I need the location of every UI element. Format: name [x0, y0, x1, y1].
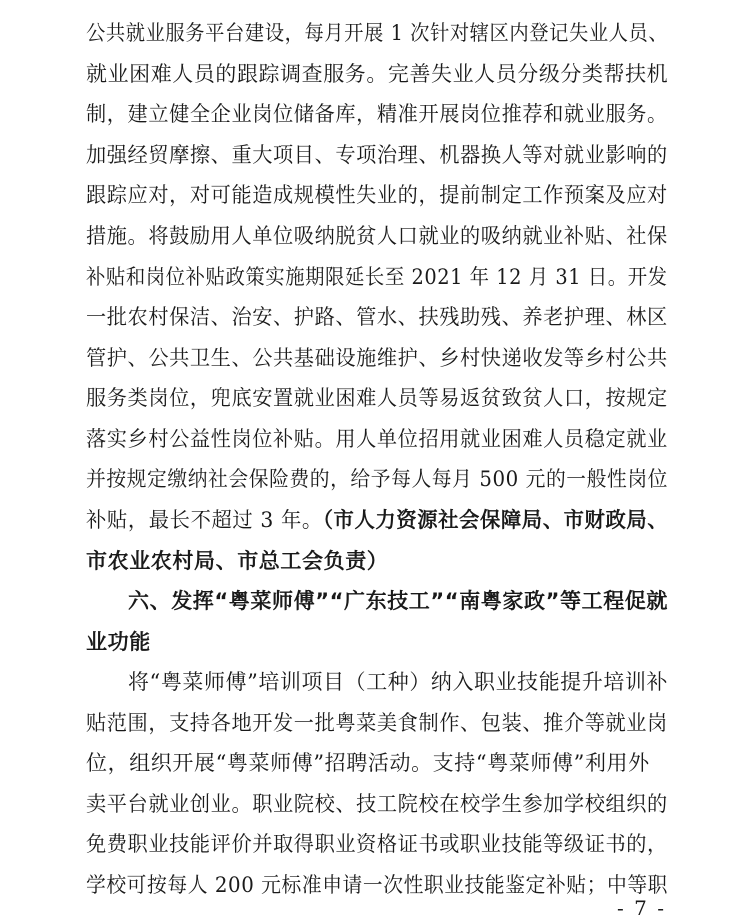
- body-text-line: 管护、公共卫生、公共基础设施维护、乡村快递收发等乡村公共: [86, 346, 668, 370]
- body-text-line: 并按规定缴纳社会保险费的，给予每人每月 500 元的一般性岗位: [86, 467, 668, 491]
- body-text-line: 卖平台就业创业。职业院校、技工院校在校学生参加学校组织的: [86, 792, 668, 816]
- body-text-line: 服务类岗位，兜底安置就业困难人员等易返贫致贫人口，按规定: [86, 386, 668, 410]
- body-text-line: 加强经贸摩擦、重大项目、专项治理、机器换人等对就业影响的: [86, 143, 668, 167]
- body-text-line: 一批农村保洁、治安、护路、管水、扶残助残、养老护理、林区: [86, 305, 668, 329]
- body-text-line: 将“粤菜师傅”培训项目（工种）纳入职业技能提升培训补: [128, 670, 669, 694]
- responsible-agencies-text: 市农业农村局、市总工会负责）: [86, 549, 389, 573]
- body-text-line: 公共就业服务平台建设，每月开展 1 次针对辖区内登记失业人员、: [86, 21, 669, 45]
- page-number: - 7 -: [617, 896, 666, 920]
- body-text-line: 位，组织开展“粤菜师傅”招聘活动。支持“粤菜师傅”利用外: [86, 751, 650, 775]
- body-text-segment: 补贴，最长不超过 3 年。: [86, 508, 323, 532]
- responsible-agencies-text: （市人力资源社会保障局、市财政局、: [322, 508, 669, 532]
- body-text-line: 落实乡村公益性岗位补贴。用人单位招用就业困难人员稳定就业: [86, 427, 668, 451]
- body-text-line: 就业困难人员的跟踪调查服务。完善失业人员分级分类帮扶机: [86, 62, 669, 86]
- body-text-line: 补贴和岗位补贴政策实施期限延长至 2021 年 12 月 31 日。开发: [86, 265, 668, 289]
- body-text-line: 贴范围，支持各地开发一批粤菜美食制作、包装、推介等就业岗: [86, 711, 668, 735]
- body-text-line: 制，建立健全企业岗位储备库，精准开展岗位推荐和就业服务。: [86, 102, 668, 126]
- body-text-line: 免费职业技能评价并取得职业资格证书或职业技能等级证书的，: [86, 832, 668, 856]
- body-text-line: 措施。将鼓励用人单位吸纳脱贫人口就业的吸纳就业补贴、社保: [86, 224, 668, 248]
- body-text-line: 跟踪应对，对可能造成规模性失业的，提前制定工作预案及应对: [86, 183, 668, 207]
- section-heading: 六、发挥“粤菜师傅”“广东技工”“南粤家政”等工程促就: [128, 589, 669, 613]
- body-text-line: 学校可按每人 200 元标准申请一次性职业技能鉴定补贴；中等职: [86, 873, 668, 897]
- body-text-line-mixed: [86, 505, 668, 535]
- section-heading-continued: 业功能: [86, 630, 151, 654]
